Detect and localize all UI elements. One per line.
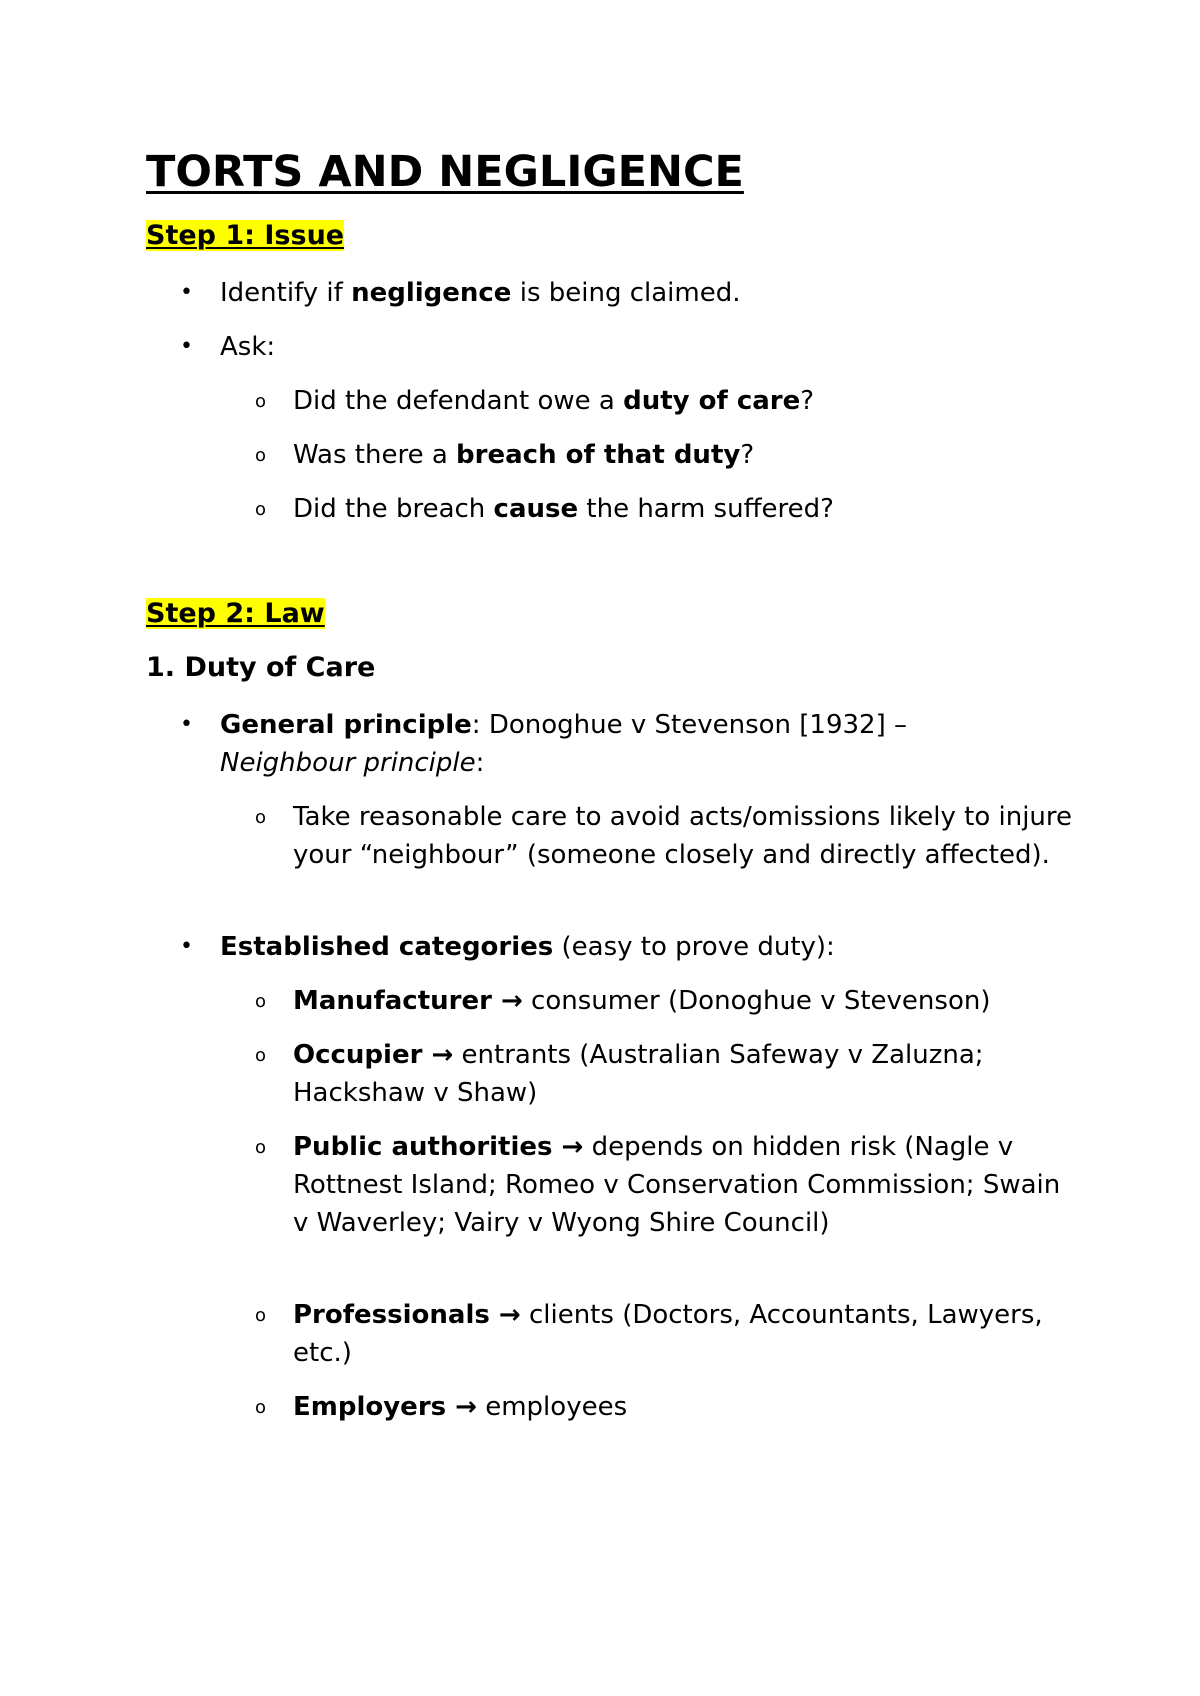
sub-bullet-icon: o: [255, 391, 267, 412]
step1-heading: [146, 218, 344, 254]
category-occupier-item: Occupier → entrants (Australian Safeway v Zaluzna; Hackshaw v Shaw): [293, 1040, 984, 1108]
question-duty-item: Did the defendant owe a duty of care?: [293, 386, 815, 416]
identify-negligence-item: Identify if negligence is being claimed.: [220, 278, 741, 308]
category-manufacturer-item: Manufacturer → consumer (Donoghue v Stevenson): [293, 986, 991, 1016]
sub-bullet-icon: o: [255, 1397, 267, 1418]
sub-bullet-icon: o: [255, 1045, 267, 1066]
established-categories-item: Established categories (easy to prove duty):: [220, 932, 835, 962]
general-principle-item: General principle: Donoghue v Stevenson [1932] – Neighbour principle:: [220, 710, 907, 778]
bullet-icon: •: [180, 934, 193, 959]
bullet-icon: •: [180, 334, 193, 359]
sub-bullet-icon: o: [255, 445, 267, 466]
document-title: TORTS AND NEGLIGENCE: [146, 147, 744, 197]
duty-of-care-subheading: 1. Duty of Care: [146, 652, 376, 683]
question-cause-item: Did the breach cause the harm suffered?: [293, 494, 834, 524]
take-reasonable-care-item: Take reasonable care to avoid acts/omissions likely to injure your “neighbour” (someone closely and directly affected).: [293, 802, 1073, 870]
sub-bullet-icon: o: [255, 1137, 267, 1158]
step2-heading: [146, 596, 325, 632]
sub-bullet-icon: o: [255, 1305, 267, 1326]
category-public-authorities-item: Public authorities → depends on hidden risk (Nagle v Rottnest Island; Romeo v Conservation Commission; Swain v Waverley; Vairy v Wyong Shire Council): [293, 1132, 1061, 1238]
sub-bullet-icon: o: [255, 807, 267, 828]
bullet-icon: •: [180, 280, 193, 305]
ask-item: Ask:: [220, 332, 276, 362]
category-employers-item: Employers → employees: [293, 1392, 628, 1422]
question-breach-item: Was there a breach of that duty?: [293, 440, 755, 470]
sub-bullet-icon: o: [255, 991, 267, 1012]
bullet-icon: •: [180, 712, 193, 737]
step1-heading-text: Step 1: Issue: [146, 220, 345, 251]
step2-heading-text: Step 2: Law: [146, 598, 325, 629]
category-professionals-item: Professionals → clients (Doctors, Accountants, Lawyers, etc.): [293, 1300, 1043, 1368]
sub-bullet-icon: o: [255, 499, 267, 520]
